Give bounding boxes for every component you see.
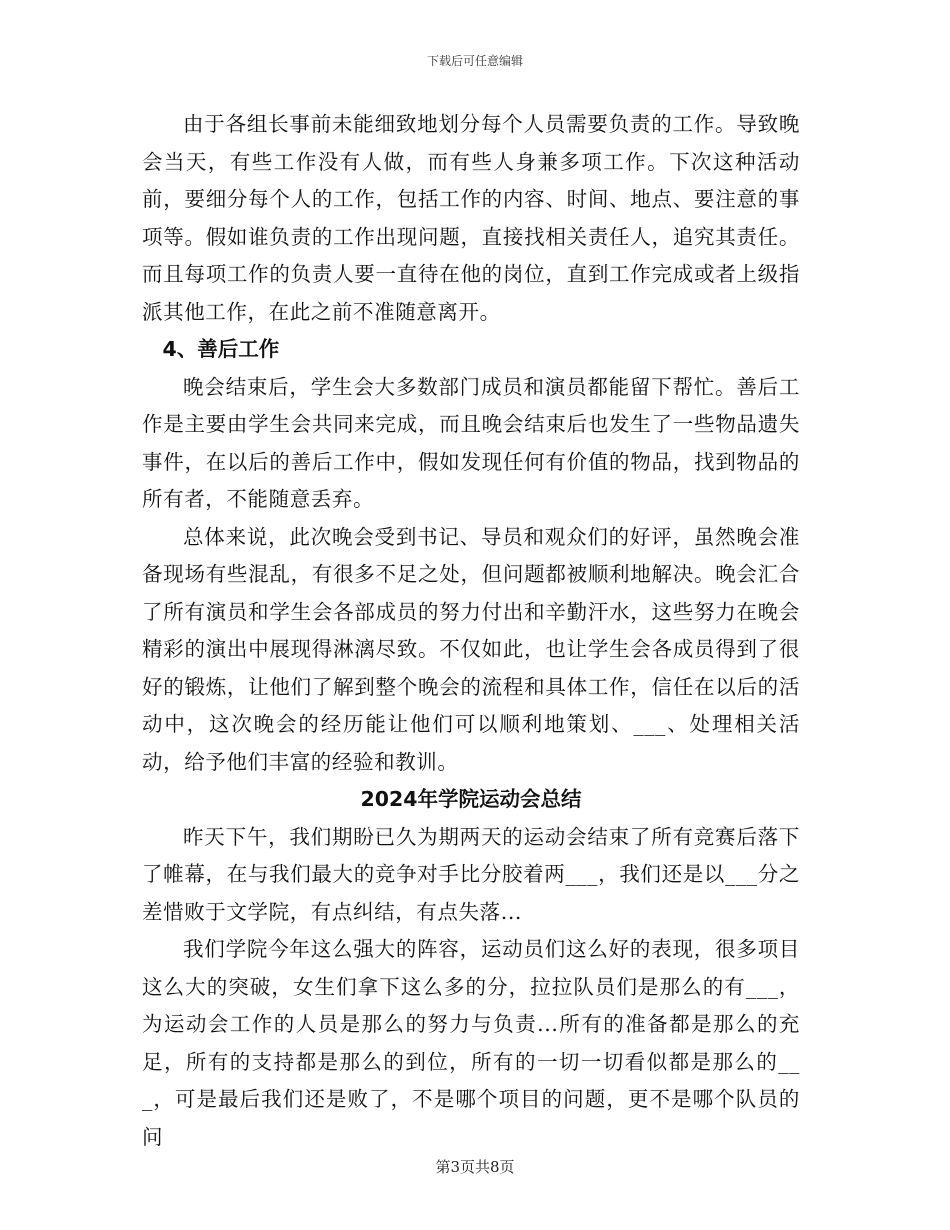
- section-title-sports-meeting: 2024年学院运动会总结: [360, 787, 582, 811]
- paragraph-sports-result: 昨天下午，我们期盼已久为期两天的运动会结束了所有竞赛后落下了帷幕，在与我们最大的竞争对手比分胶着两___，我们还是以___分之差惜败于文学院，有点纠结，有点失落...: [142, 824, 800, 924]
- subheading-aftermath-work: 4、善后工作: [162, 337, 280, 361]
- paragraph-sports-reflection: 我们学院今年这么强大的阵容，运动员们这么好的表现，很多项目这么大的突破，女生们拿下这么多的分，拉拉队员们是那么的有___，为运动会工作的人员是那么的努力与负责...所有的准备都是那么的充足，所有的支持都是那么的到位，所有的一切一切看似都是那么的___，可是最后我们还是败了，不是哪个项目的问题，更不是哪个队员的问: [142, 937, 800, 1149]
- paragraph-overall-summary: 总体来说，此次晚会受到书记、导员和观众们的好评，虽然晚会准备现场有些混乱，有很多不足之处，但问题都被顺利地解决。晚会汇合了所有演员和学生会各部成员的努力付出和辛勤汗水，这些努力在晚会精彩的演出中展现得淋漓尽致。不仅如此，也让学生会各成员得到了很好的锻炼，让他们了解到整个晚会的流程和具体工作，信任在以后的活动中，这次晚会的经历能让他们可以顺利地策划、___、处理相关活动，给予他们丰富的经验和教训。: [142, 524, 800, 774]
- document-body: [142, 106, 800, 1156]
- page-footer: 第3页共8页: [435, 1158, 515, 1176]
- page-header: 下载后可任意编辑: [426, 54, 523, 68]
- paragraph-division-of-work: 由于各组长事前未能细致地划分每个人员需要负责的工作。导致晚会当天，有些工作没有人做，而有些人身兼多项工作。下次这种活动前，要细分每个人的工作，包括工作的内容、时间、地点、要注意的事项等。假如谁负责的工作出现问题，直接找相关责任人，追究其责任。而且每项工作的负责人要一直待在他的岗位，直到工作完成或者上级指派其他工作，在此之前不准随意离开。: [142, 112, 800, 324]
- paragraph-aftermath: 晚会结束后，学生会大多数部门成员和演员都能留下帮忙。善后工作是主要由学生会共同来完成，而且晚会结束后也发生了一些物品遗失事件，在以后的善后工作中，假如发现任何有价值的物品，找到物品的所有者，不能随意丢弃。: [142, 374, 800, 511]
